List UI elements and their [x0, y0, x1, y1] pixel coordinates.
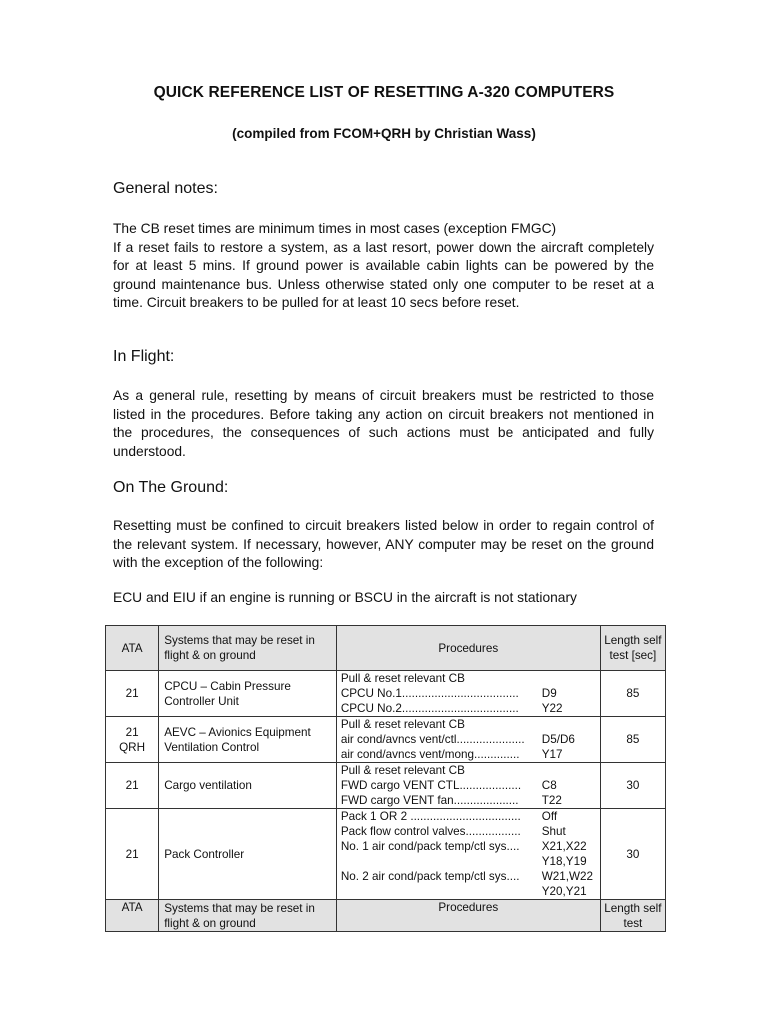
procedure-line: No. 2 air cond/pack temp/ctl sys.... W21,W22: [340, 870, 594, 883]
row-ata: 21: [106, 671, 159, 717]
row-procedures: [336, 763, 600, 809]
table-header-row: [106, 626, 666, 671]
in-flight-heading: In Flight:: [113, 348, 175, 365]
procedure-line: Pull & reset relevant CB: [340, 764, 465, 777]
page-title: QUICK REFERENCE LIST OF RESETTING A-320 COMPUTERS: [153, 84, 615, 101]
row-procedures: [336, 809, 600, 900]
procedure-line: Pull & reset relevant CB: [340, 718, 465, 731]
procedure-line: air cond/avncs vent/mong.............. Y17: [340, 748, 563, 761]
table-row: [106, 671, 666, 717]
on-ground-text: Resetting must be confined to circuit breakers listed below in order to regain control of the relevant system. If necessary, however, ANY computer may be reset on the ground with the exception of the following:: [113, 518, 654, 570]
row-procedures: [336, 717, 600, 763]
in-flight-text: As a general rule, resetting by means of circuit breakers must be restricted to those listed in the procedures. Before taking any action on circuit breakers not mentioned in the procedures, the consequences of such actions must be anticipated and fully understood.: [113, 388, 654, 459]
header-procedures: Procedures: [336, 626, 600, 671]
row-system: Cargo ventilation: [159, 763, 337, 809]
on-ground-exception: ECU and EIU if an engine is running or BSCU in the aircraft is not stationary: [113, 590, 577, 605]
footer-ata: ATA: [106, 900, 159, 932]
procedure-line: CPCU No.2.................................... Y22: [340, 702, 563, 715]
reset-reference-table: [105, 625, 666, 932]
footer-length: Length self test: [600, 900, 665, 932]
procedure-line: Pack flow control valves................. Shut: [340, 825, 566, 838]
row-system: AEVC – Avionics Equipment Ventilation Control: [159, 717, 337, 763]
general-notes-heading: General notes:: [113, 180, 218, 197]
procedure-line: Pull & reset relevant CB: [340, 672, 465, 685]
row-length: 85: [600, 717, 665, 763]
header-length: Length self test [sec]: [600, 626, 665, 671]
row-procedures: [336, 671, 600, 717]
row-length: 85: [600, 671, 665, 717]
table-row: [106, 717, 666, 763]
procedure-line: Y18,Y19: [541, 855, 587, 868]
header-ata: ATA: [106, 626, 159, 671]
row-length: 30: [600, 809, 665, 900]
procedure-line: FWD cargo VENT CTL................... C8: [340, 779, 557, 792]
general-notes-text: The CB reset times are minimum times in most cases (exception FMGC) If a reset fails to restore a system, as a last resort, power down the aircraft completely for at least 5 mins. If ground power is available cabin lights can be powered by the ground maintenance bus. Unless otherwise stated only one computer to be reset at a time. Circuit breakers to be pulled for at least 10 secs before reset.: [113, 221, 654, 310]
row-length: 30: [600, 763, 665, 809]
procedure-line: No. 1 air cond/pack temp/ctl sys.... X21,X22: [340, 840, 587, 853]
header-systems: Systems that may be reset in flight & on ground: [159, 626, 337, 671]
footer-procedures: Procedures: [336, 900, 600, 932]
table-footer-row: [106, 900, 666, 932]
row-ata: 21: [106, 763, 159, 809]
procedure-line: Pack 1 OR 2 .................................. Off: [340, 810, 558, 823]
table-row: [106, 763, 666, 809]
row-ata: 21: [106, 809, 159, 900]
procedure-line: Y20,Y21: [541, 885, 587, 898]
procedure-line: air cond/avncs vent/ctl..................... D5/D6: [340, 733, 575, 746]
row-system: Pack Controller: [159, 809, 337, 900]
table-row: [106, 809, 666, 900]
procedure-line: CPCU No.1.................................... D9: [340, 687, 557, 700]
footer-systems: Systems that may be reset in flight & on ground: [159, 900, 337, 932]
row-system: CPCU – Cabin Pressure Controller Unit: [159, 671, 337, 717]
on-ground-heading: On The Ground:: [113, 479, 229, 496]
row-ata: 21 QRH: [106, 717, 159, 763]
page-subtitle: (compiled from FCOM+QRH by Christian Wass): [232, 126, 536, 141]
procedure-line: FWD cargo VENT fan.................... T22: [340, 794, 562, 807]
